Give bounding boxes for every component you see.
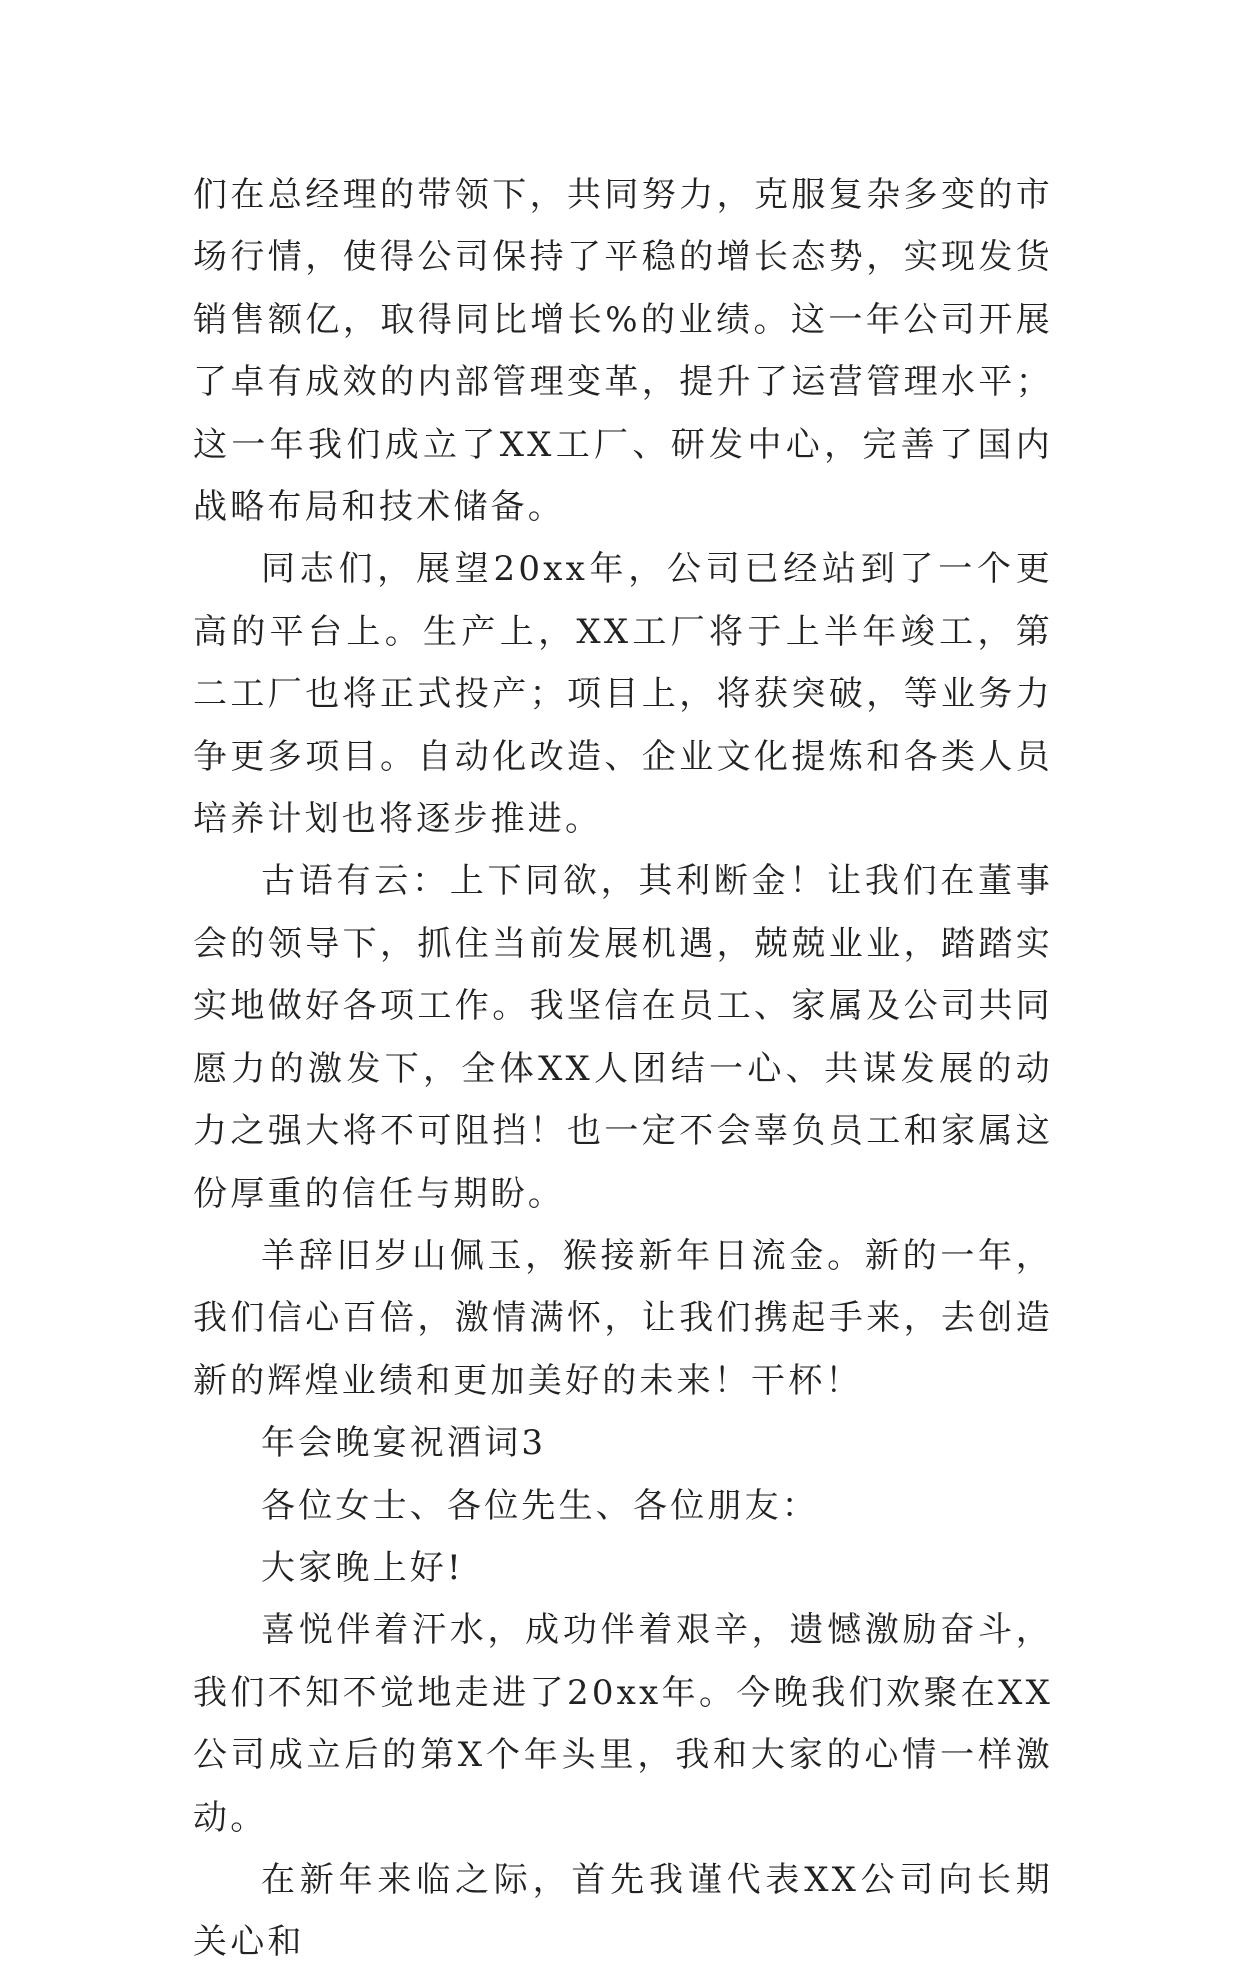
paragraph-toast: 羊辞旧岁山佩玉，猴接新年日流金。新的一年，我们信心百倍，激情满怀，让我们携起手来，去创造新的辉煌业绩和更加美好的未来！干杯！ [193,1235,1053,1401]
section-heading: 年会晚宴祝酒词3 [261,1423,547,1464]
paragraph-outlook: 同志们，展望20xx年，公司已经站到了一个更高的平台上。生产上，XX工厂将于上半年竣工，第二工厂也将正式投产；项目上，将获突破，等业务力争更多项目。自动化改造、企业文化提炼和各类人员培养计划也将逐步推进。 [193,549,1053,840]
paragraph-proverb: 古语有云：上下同欲，其利断金！让我们在董事会的领导下，抓住当前发展机遇，兢兢业业，踏踏实实地做好各项工作。我坚信在员工、家属及公司共同愿力的激发下，全体XX人团结一心、共谋发展的动力之强大将不可阻挡！也一定不会辜负员工和家属这份厚重的信任与期盼。 [193,861,1053,1214]
document-body [193,164,1053,1974]
paragraph-opening: 喜悦伴着汗水，成功伴着艰辛，遗憾激励奋斗，我们不知不觉地走进了20xx年。今晚我们欢聚在XX公司成立后的第X个年头里，我和大家的心情一样激动。 [193,1610,1053,1838]
paragraph-thanks: 在新年来临之际，首先我谨代表XX公司向长期关心和 [193,1859,1053,1963]
salutation: 各位女士、各位先生、各位朋友： [261,1485,819,1526]
paragraph-company-review: 们在总经理的带领下，共同努力，克服复杂多变的市场行情，使得公司保持了平稳的增长态势，实现发货销售额亿，取得同比增长%的业绩。这一年公司开展了卓有成效的内部管理变革，提升了运营管理水平；这一年我们成立了XX工厂、研发中心，完善了国内战略布局和技术储备。 [193,175,1053,528]
greeting: 大家晚上好! [261,1547,464,1588]
